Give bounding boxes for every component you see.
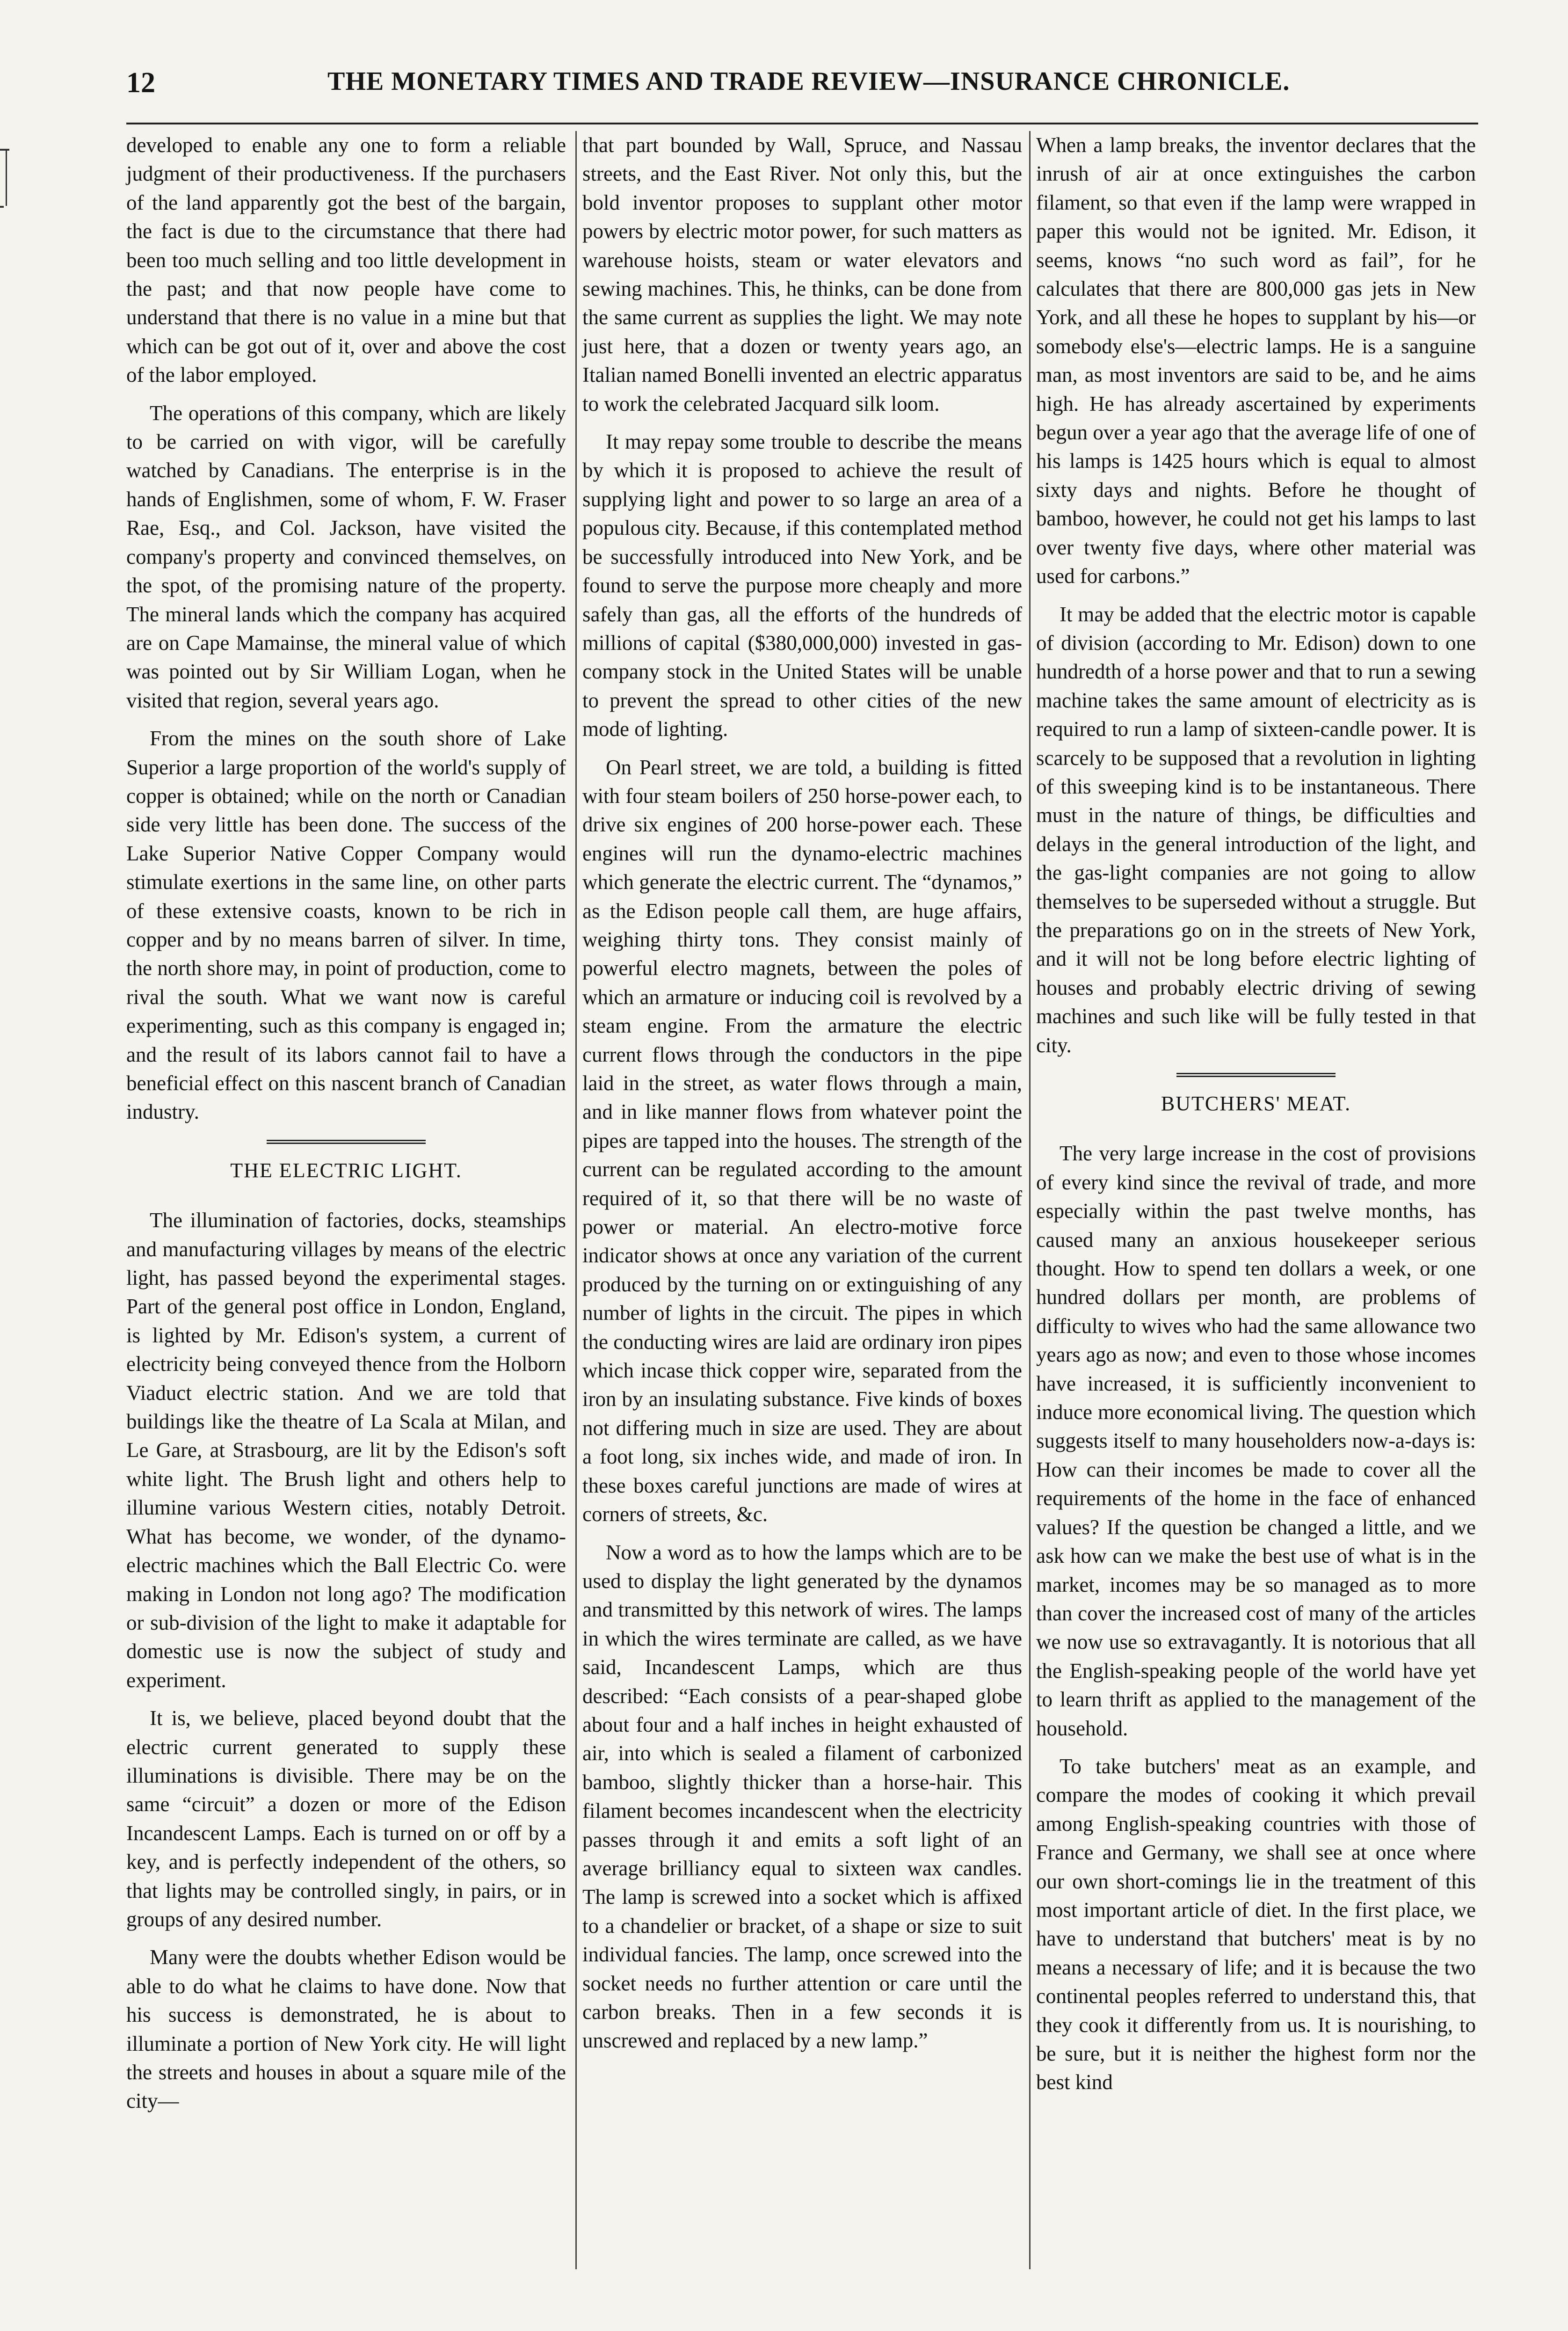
column-1: [126, 131, 566, 2125]
section-title-electric-light: THE ELECTRIC LIGHT.: [230, 1158, 462, 1182]
paragraph: When a lamp breaks, the inventor declares that the inrush of air at once extinguishes the carbon filament, so that even if the lamp were wrapped in paper this would not be ignited. Mr. Edison, it seems, knows “no such word as fail”, for he calculates that there are 800,000 gas jets in New York, and all these he hopes to supplant by his—or somebody else's—electric lamps. He is a sanguine man, as most inventors are said to be, and he aims high. He has already ascertained by experiments begun over a year ago that the average life of one of his lamps is 1425 hours which is equal to almost sixty days and nights. Before he thought of bamboo, however, he could not get his lamps to last over twenty five days, where other material was used for carbons.”: [1036, 133, 1476, 588]
section-title-butchers-meat: BUTCHERS' MEAT.: [1161, 1092, 1351, 1115]
paragraph: The illumination of factories, docks, steamships and manufacturing villages by means of the electric light, has passed beyond the experimental stages. Part of the general post office in London, England, is lighted by Mr. Edison's system, a current of electricity being conveyed thence from the Holborn Viaduct electric station. And we are told that buildings like the theatre of La Scala at Milan, and Le Gare, at Strasbourg, are lit by the Edison's soft white light. The Brush light and others help to illumine various Western cities, notably Detroit. What has become, we wonder, of the dynamo-electric machines which the Ball Electric Co. were making in London not long ago? The modification or sub-division of the light to make it adaptable for domestic use is now the subject of study and experiment.: [126, 1209, 566, 1692]
paragraph: To take butchers' meat as an example, and compare the modes of cooking it which prevail among English-speaking countries with those of France and Germany, we shall see at once where our own short-comings lie in the treatment of this most important article of diet. In the first place, we have to understand that butchers' meat is by no means a necessary of life; and it is because the two continental peoples referred to understand this, that they cook it differently from us. It is nourishing, to be sure, but it is neither the highest form nor the best kind: [1036, 1754, 1476, 2094]
running-title: THE MONETARY TIMES AND TRADE REVIEW—INSURANCE CHRONICLE.: [327, 67, 1290, 96]
paragraph: The very large increase in the cost of provisions of every kind since the revival of trade, and more especially within the past twelve months, has caused many an anxious housekeeper serious thought. How to spend ten dollars a week, or one hundred dollars per month, are problems of difficulty to wives who had the same allowance two years ago as now; and even to those whose incomes have increased, it is sufficiently inconvenient to induce more economical living. The question which suggests itself to many householders now-a-days is: How can their incomes be made to cover all the requirements of the home in the face of enhanced values? If the question be changed a little, and we ask how can we make the best use of what is in the market, incomes may be so managed as to more than cover the increased cost of many of the articles we now use so extravagantly. It is notorious that all the English-speaking people of the world have yet to learn thrift as applied to the management of the household.: [1036, 1142, 1476, 1740]
column-divider: [575, 131, 577, 2269]
paragraph: On Pearl street, we are told, a building is fitted with four steam boilers of 250 horse-power each, to drive six engines of 200 horse-power each. These engines will run the dynamo-electric machines which generate the electric current. The “dynamos,” as the Edison people call them, are huge affairs, weighing thirty tons. They consist mainly of powerful electro magnets, between the poles of which an armature or inducing coil is revolved by a steam engine. From the armature the electric current flows through the conductors in the pipe laid in the street, as water flows through a main, and in like manner flows from whatever point the pipes are tapped into the houses. The strength of the current can be regulated according to the amount required of it, so that there will be no waste of power or material. An electro-motive force indicator shows at once any variation of the current produced by the turning on or extinguishing of any number of lights in the circuit. The pipes in which the conducting wires are laid are ordinary iron pipes which incase thick copper wire, separated from the iron by an insulating substance. Five kinds of boxes not differing much in size are used. They are about a foot long, six inches wide, and made of iron. In these boxes careful junctions are made of wires at corners of streets, &c.: [582, 755, 1022, 1526]
section-separator: [1176, 1073, 1336, 1079]
page-header: [126, 66, 1520, 109]
header-rule: [126, 123, 1478, 124]
paragraph: The operations of this company, which are likely to be carried on with vigor, will be carefully watched by Canadians. The enterprise is in the hands of Englishmen, some of whom, F. W. Fraser Rae, Esq., and Col. Jackson, have visited the company's property and convinced themselves, on the spot, of the promising nature of the property. The mineral lands which the company has acquired are on Cape Mamainse, the mineral value of which was pointed out by Sir William Logan, when he visited that region, several years ago.: [126, 401, 566, 712]
paragraph: developed to enable any one to form a reliable judgment of their productiveness. If the purchasers of the land apparently got the best of the bargain, the fact is due to the circumstance that there had been too much selling and too little development in the past; and that now people have come to understand that there is no value in a mine but that which can be got out of it, over and above the cost of the labor employed.: [126, 133, 566, 387]
column-2: [582, 131, 1022, 2065]
paragraph: It is, we believe, placed beyond doubt that the electric current generated to supply these illuminations is divisible. There may be on the same “circuit” a dozen or more of the Edison Incandescent Lamps. Each is turned on or off by a key, and is perfectly independent of the others, so that lights may be controlled singly, in pairs, or in groups of any desired number.: [126, 1706, 566, 1931]
column-3: [1036, 131, 1476, 2106]
paragraph: From the mines on the south shore of Lake Superior a large proportion of the world's supply of copper is obtained; while on the north or Canadian side very little has been done. The success of the Lake Superior Native Copper Company would stimulate exertions in the same line, on other parts of these extensive coasts, known to be rich in copper and by no means barren of silver. In time, the north shore may, in point of production, come to rival the south. What we want now is careful experimenting, such as this company is engaged in; and the result of its labors cannot fail to have a beneficial effect on this nascent branch of Canadian industry.: [126, 727, 566, 1124]
paragraph: It may repay some trouble to describe the means by which it is proposed to achieve the result of supplying light and power to so large an area of a populous city. Because, if this contemplated method be successfully introduced into New York, and be found to serve the purpose more cheaply and more safely than gas, all the efforts of the hundreds of millions of capital ($380,000,000) invested in gas-company stock in the United States will be unable to prevent the spread to other cities of the new mode of lighting.: [582, 430, 1022, 741]
page-number: 12: [126, 67, 155, 99]
paragraph: that part bounded by Wall, Spruce, and Nassau streets, and the East River. Not only this, but the bold inventor proposes to supplant other motor powers by electric motor power, for such matters as warehouse hoists, steam or water elevators and sewing machines. This, he thinks, can be done from the same current as supplies the light. We may note just here, that a dozen or twenty years ago, an Italian named Bonelli invented an electric apparatus to work the celebrated Jacquard silk loom.: [582, 133, 1022, 415]
margin-mark: [0, 149, 9, 151]
column-divider: [1029, 131, 1031, 2269]
paragraph: Many were the doubts whether Edison would be able to do what he claims to have done. Now that his success is demonstrated, he is about to illuminate a portion of New York city. He will light the streets and houses in about a square mile of the city—: [126, 1945, 566, 2113]
section-separator: [267, 1140, 426, 1146]
margin-line: [6, 149, 7, 206]
paragraph: Now a word as to how the lamps which are to be used to display the light generated by the dynamos and transmitted by this network of wires. The lamps in which the wires terminate are called, as we have said, Incandescent Lamps, which are thus described: “Each consists of a pear-shaped globe about four and a half inches in height exhausted of air, into which is sealed a filament of carbonized bamboo, slightly thicker than a horse-hair. This filament becomes incandescent when the electricity passes through it and emits a soft light of an average brilliancy equal to sixteen wax candles. The lamp is screwed into a socket which is affixed to a chandelier or bracket, of a shape or size to suit individual fancies. The lamp, once screwed into the socket needs no further attention or care until the carbon breaks. Then in a few seconds it is unscrewed and replaced by a new lamp.”: [582, 1540, 1022, 2053]
paragraph: It may be added that the electric motor is capable of division (according to Mr. Edison) down to one hundredth of a horse power and that to run a sewing machine takes the same amount of electricity as is required to run a lamp of sixteen-candle power. It is scarcely to be supposed that a revolution in lighting of this sweeping kind is to be instantaneous. There must in the nature of things, be difficulties and delays in the general introduction of the light, and the gas-light companies are not going to allow themselves to be superseded without a struggle. But the preparations go on in the streets of New York, and it will not be long before electric lighting of houses and probably electric driving of sewing machines and such like will be fully tested in that city.: [1036, 602, 1476, 1057]
margin-mark: [0, 206, 4, 208]
